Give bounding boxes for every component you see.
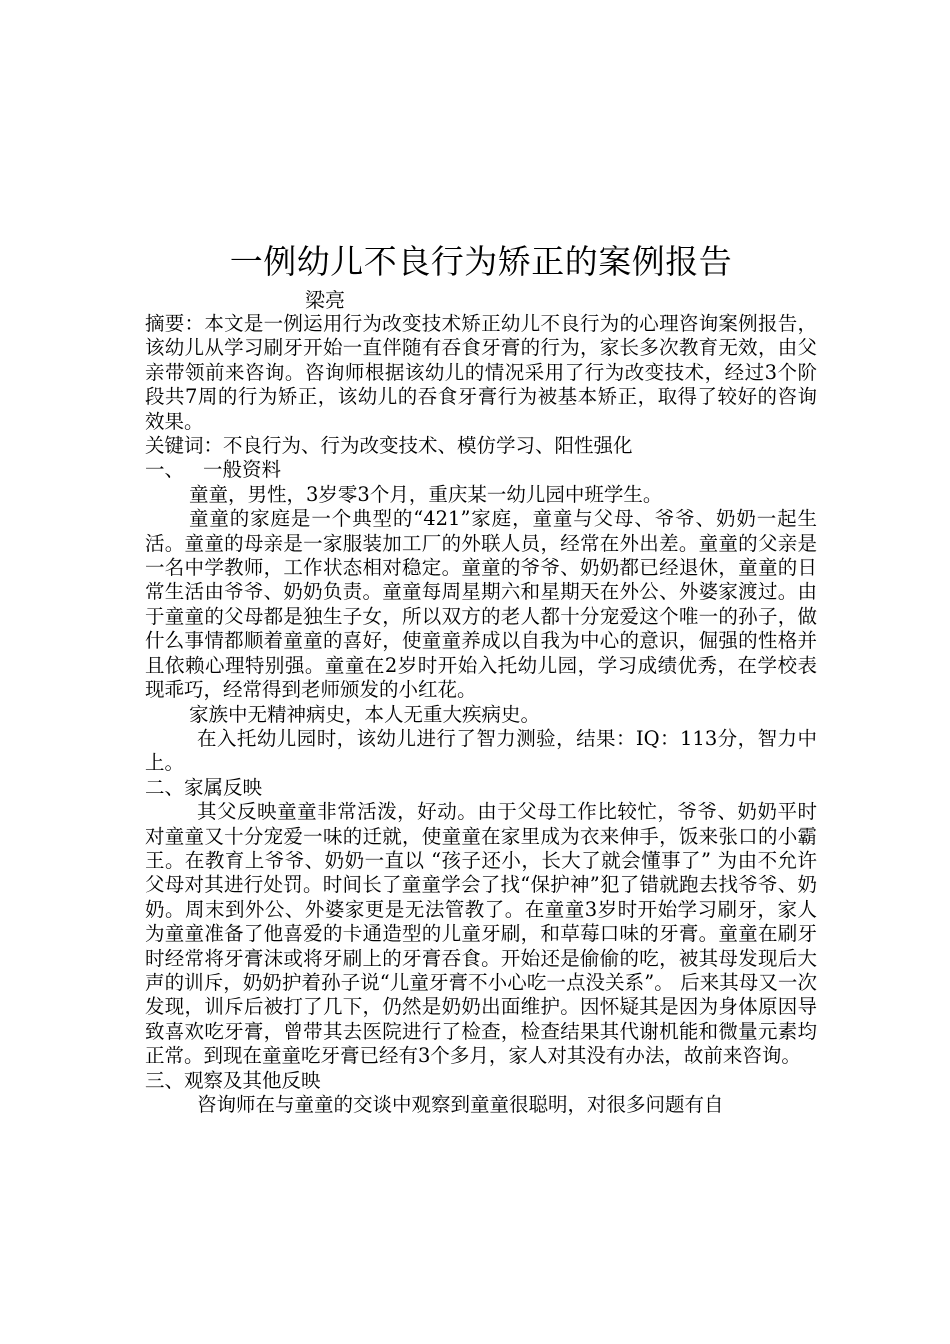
paragraph: 咨询师在与童童的交谈中观察到童童很聪明，对很多问题有自 [197,1093,724,1116]
section-heading-family-report: 二、家属反映 [145,775,263,799]
section-title: 一般资料 [203,458,282,482]
paragraph: 其父反映童童非常活泼，好动。由于父母工作比较忙，爷爷、奶奶平时对童童又十分宠爱一味的迁就，使童童在家里成为衣来伸手，饭来张口的小霸王。在教育上爷爷、奶奶一直以 “孩子还小，长大了就会懂事了” 为由不允许父母对其进行处罚。时间长了童童学会了找“保护神”犯了错就跑去找爷爷、奶奶。周末到外公、外婆家更是无法管教了。在童童3岁时开始学习刷牙，家人为童童准备了他喜爱的卡通造型的儿童牙刷，和草莓口味的牙膏。童童在刷牙时经常将牙膏沫或将牙刷上的牙膏吞食。开始还是偷偷的吃，被其母发现后大声的训斥，奶奶护着孙子说“儿童牙膏不小心吃一点没关系”。 后来其母又一次发现，训斥后被打了几下，仍然是奶奶出面维护。因怀疑其是因为身体原因导致喜欢吃牙膏，曾带其去医院进行了检查，检查结果其代谢机能和微量元素均正常。到现在童童吃牙膏已经有3个多月，家人对其没有办法，故前来咨询。 [145,800,817,1068]
paragraph: 在入托幼儿园时，该幼儿进行了智力测验，结果：IQ：113分，智力中上。 [145,726,817,775]
keywords-line: 关键词：不良行为、行为改变技术、模仿学习、阳性强化 [145,434,633,458]
section-heading-general-info [145,458,817,482]
section-number: 一、 [145,458,185,482]
abstract-paragraph: 摘要：本文是一例运用行为改变技术矫正幼儿不良行为的心理咨询案例报告，该幼儿从学习刷牙开始一直伴随有吞食牙膏的行为，家长多次教育无效，由父亲带领前来咨询。咨询师根据该幼儿的情况采用了行为改变技术，经过3个阶段共7周的行为矫正，该幼儿的吞食牙膏行为被基本矫正，取得了较好的咨询效果。 [145,312,817,433]
paragraph: 童童的家庭是一个典型的“421”家庭，童童与父母、爷爷、奶奶一起生活。童童的母亲是一家服装加工厂的外联人员，经常在外出差。童童的父亲是一名中学教师，工作状态相对稳定。童童的爷爷、奶奶都已经退休，童童的日常生活由爷爷、奶奶负责。童童每周星期六和星期天在外公、外婆家渡过。由于童童的父母都是独生子女，所以双方的老人都十分宠爱这个唯一的孙子，做什么事情都顺着童童的喜好，使童童养成以自我为中心的意识，倔强的性格并且依赖心理特别强。童童在2岁时开始入托幼儿园，学习成绩优秀，在学校表现乖巧，经常得到老师颁发的小红花。 [145,507,817,702]
author-name: 梁亮 [305,288,345,312]
section-heading-observation: 三、观察及其他反映 [145,1068,321,1092]
document-title: 一例幼儿不良行为矫正的案例报告 [229,242,733,281]
paragraph: 家族中无精神病史，本人无重大疾病史。 [189,702,541,726]
document-page [145,236,817,1117]
paragraph: 童童，男性，3岁零3个月，重庆某一幼儿园中班学生。 [189,482,663,506]
